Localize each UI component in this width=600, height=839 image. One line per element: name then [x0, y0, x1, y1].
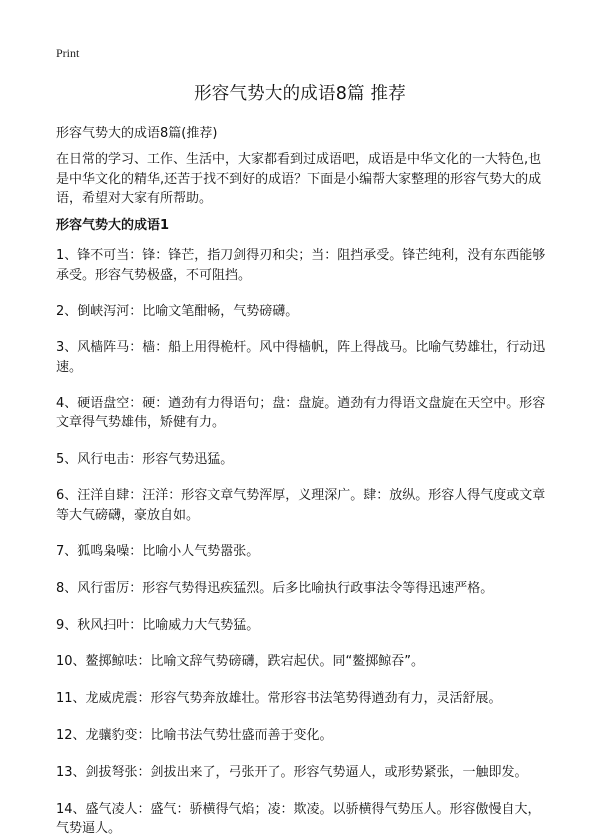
list-item: 10、鳌掷鲸呿：比喻文辞气势磅礴，跌宕起伏。同“鳌掷鲸吞”。 — [56, 654, 425, 670]
print-label: Print — [56, 46, 80, 60]
list-item: 4、硬语盘空：硬：遒劲有力得语句；盘：盘旋。遒劲有力得语文盘旋在天空中。形容文章得气势雄伟，矫健有力。 — [56, 395, 546, 431]
item-spacer — [56, 321, 550, 338]
list-item: 11、龙威虎震：形容气势奔放雄壮。常形容书法笔势得遒劲有力，灵活舒展。 — [56, 691, 502, 707]
item-spacer — [56, 561, 550, 578]
list-item: 1、锋不可当：锋：锋芒，指刀剑得刃和尖；当：阻挡承受。锋芒纯利，没有东西能够承受。形容气势极盛，不可阻挡。 — [56, 248, 546, 283]
item-spacer — [56, 672, 550, 689]
item-spacer — [56, 709, 550, 726]
idiom-list — [56, 246, 550, 839]
document-subtitle: 形容气势大的成语8篇(推荐) — [56, 126, 218, 141]
item-spacer — [56, 377, 550, 394]
list-item: 6、汪洋自肆：汪洋：形容文章气势浑厚，义理深广。肆：放纵。形容人得气度或文章等大气磅礴，豪放自如。 — [56, 488, 546, 523]
list-item: 12、龙骧豹变：比喻书法气势壮盛而善于变化。 — [56, 727, 333, 743]
item-spacer — [56, 782, 550, 799]
list-item: 8、风行雷厉：形容气势得迅疾猛烈。后多比喻执行政事法令等得迅速严格。 — [56, 580, 494, 596]
list-item: 14、盛气凌人：盛气：骄横得气焰；凌：欺凌。以骄横得气势压人。形容傲慢自大，气势逼人。 — [56, 801, 541, 837]
item-spacer — [56, 598, 550, 615]
item-spacer — [56, 285, 550, 302]
item-spacer — [56, 469, 550, 486]
item-spacer — [56, 745, 550, 762]
item-spacer — [56, 433, 550, 450]
intro-paragraph: 在日常的学习、工作、生活中，大家都看到过成语吧，成语是中华文化的一大特色,也是中华文化的精华,还苦于找不到好的成语？下面是小编帮大家整理的形容气势大的成语，希望对大家有所帮助。 — [56, 152, 542, 206]
item-spacer — [56, 635, 550, 652]
list-item: 3、风樯阵马：樯：船上用得桅杆。风中得樯帆，阵上得战马。比喻气势雄壮，行动迅速。 — [56, 340, 546, 375]
list-item: 5、风行电击：形容气势迅猛。 — [56, 451, 234, 467]
list-item: 13、剑拔弩张：剑拔出来了，弓张开了。形容气势逼人，或形势紧张，一触即发。 — [56, 764, 528, 780]
item-spacer — [56, 525, 550, 542]
list-item: 7、狐鸣枭噪：比喻小人气势嚣张。 — [56, 543, 260, 559]
list-item: 2、倒峡泻河：比喻文笔酣畅，气势磅礴。 — [56, 303, 299, 319]
section-heading: 形容气势大的成语1 — [56, 218, 170, 233]
document-title: 形容气势大的成语8篇 推荐 — [194, 84, 406, 104]
list-item: 9、秋风扫叶：比喻威力大气势猛。 — [56, 617, 260, 633]
